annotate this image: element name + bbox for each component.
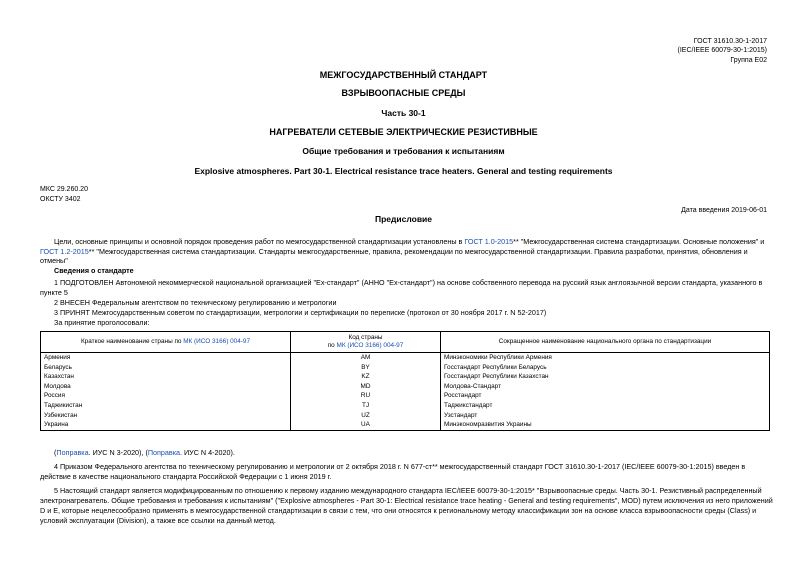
col-body-header: Сокращенное наименование национального органа по стандартизации [441, 332, 770, 353]
amendments-line: (Поправка. ИУС N 3-2020), (Поправка. ИУС N 4-2020). [54, 448, 235, 457]
table-row [41, 420, 770, 430]
gost-1-0-2015-link[interactable]: ГОСТ 1.0-2015 [464, 237, 514, 246]
p1-text-b: ** "Межгосударственная система стандартизации. Основные положения" и [513, 237, 765, 246]
table-row [41, 401, 770, 411]
col-code-header [291, 332, 441, 353]
col-country-label: Краткое наименование страны по [80, 338, 184, 345]
p1-text-a: Цели, основные принципы и основной порядок проведения работ по межгосударственной стандартизации установлены в [54, 237, 465, 246]
body-cell: Узстандарт [441, 411, 770, 421]
country-cell: Казахстан [41, 372, 291, 382]
foreword-paragraph-1-line3: отмены" [40, 256, 68, 266]
table-row [41, 363, 770, 373]
country-cell: Беларусь [41, 363, 291, 373]
body-cell: Минэкономразвития Украины [441, 420, 770, 430]
item-5-line1: 5 Настоящий стандарт является модифицированным по отношению к первому изданию международного стандарта IEC/IEEE 60079-30-1:2015* "Взрывоопасные среды. Часть 30-1. Резистивный распределенный [54, 486, 762, 495]
item-3: 3 ПРИНЯТ Межгосударственным советом по стандартизации, метрологии и сертификации по переписке (протокол от 30 ноября 2017 г. N 52-2017) [54, 308, 547, 317]
body-cell: Росстандарт [441, 391, 770, 401]
mk-iso-3166-link[interactable]: МК (ИСО 3166) 004-97 [183, 338, 251, 345]
col-code-label-prefix: по [327, 342, 337, 349]
doc-number: ГОСТ 31610.30-1-2017 [693, 38, 767, 45]
item-5-line2: электронагреватель. Общие требования и требования к испытаниям" ("Explosive atmospheres - Part 30-1: Electrical resistance trace heating - General and testing requirements", MOD) путем исключения из него приложений [40, 496, 773, 505]
voting-states-table [40, 331, 770, 431]
body-cell: Молдова-Стандарт [441, 382, 770, 392]
foreword-paragraph-1 [40, 237, 772, 247]
title-part: Часть 30-1 [381, 108, 426, 118]
amendment-link-2[interactable]: Поправка [147, 448, 181, 457]
table-row [41, 411, 770, 421]
foreword-heading: Предисловие [374, 214, 433, 224]
item-4-line1: 4 Приказом Федерального агентства по техническому регулированию и метрологии от 2 октября 2018 г. N 677-ст** межгосударственный стандарт ГОСТ 31610.30-1-2017 (IEC/IEEE 60079-30-1:2015) введен в [54, 462, 746, 471]
body-cell: Минэкономики Республики Армения [441, 353, 770, 363]
amendment-text-2: . ИУС N 4-2020). [180, 448, 235, 457]
country-cell: Украина [41, 420, 291, 430]
col-code-label: Код страны [348, 334, 383, 341]
table-row [41, 372, 770, 382]
gost-1-2-2015-link[interactable]: ГОСТ 1.2-2015 [40, 246, 89, 256]
country-cell: Молдова [41, 382, 291, 392]
table-header-row [41, 332, 770, 353]
table-row [41, 382, 770, 392]
iec-number: (IEC/IEEE 60079-30-1:2015) [677, 47, 767, 54]
body-cell: Госстандарт Республики Казахстан [441, 372, 770, 382]
amendment-link-1[interactable]: Поправка [56, 448, 89, 457]
foreword-paragraph-1-line2 [40, 247, 772, 257]
col-country-header [41, 332, 291, 353]
mks-code: МКС 29.260.20 [40, 186, 88, 193]
country-cell: Армения [41, 353, 291, 363]
standard-info-heading: Сведения о стандарте [54, 266, 134, 275]
title-requirements: Общие требования и требования к испытаниям [302, 146, 505, 156]
title-explosive-atmospheres: ВЗРЫВООПАСНЫЕ СРЕДЫ [341, 88, 466, 98]
country-cell: Таджикистан [41, 401, 291, 411]
code-cell: TJ [291, 401, 441, 411]
country-cell: Россия [41, 391, 291, 401]
item-5-line3: D и E, которые нецелесообразно применять в межгосударственной стандартизации в связи с тем, что они относятся к региональному методу классификации зон на основе класса взрывоопасности среды (Class) и [40, 506, 757, 515]
code-cell: MD [291, 382, 441, 392]
item-5-line4: условий эксплуатации (Division), а также все ссылки на данный метод. [40, 516, 276, 525]
title-heaters: НАГРЕВАТЕЛИ СЕТЕВЫЕ ЭЛЕКТРИЧЕСКИЕ РЕЗИСТИВНЫЕ [269, 127, 538, 137]
introduction-date: Дата введения 2019-06-01 [681, 207, 767, 214]
mk-iso-3166-link-2[interactable]: МК (ИСО 3166) 004-97 [336, 342, 404, 349]
code-cell: UZ [291, 411, 441, 421]
okstu-code: ОКСТУ 3402 [40, 196, 81, 203]
table-row [41, 391, 770, 401]
item-2: 2 ВНЕСЕН Федеральным агентством по техническому регулированию и метрологии [54, 298, 337, 307]
body-cell: Госстандарт Республики Беларусь [441, 363, 770, 373]
code-cell: RU [291, 391, 441, 401]
code-cell: AM [291, 353, 441, 363]
item-1-line2: пункте 5 [40, 288, 68, 297]
body-cell: Таджикстандарт [441, 401, 770, 411]
code-cell: BY [291, 363, 441, 373]
group-code: Группа Е02 [730, 57, 767, 64]
item-1-line1: 1 ПОДГОТОВЛЕН Автономной некоммерческой национальной организацией "Ех-стандарт" (АННО "Ех-стандарт") на основе собственного перевода на русский язык англоязычной версии стандарта, указанного в [54, 278, 763, 287]
code-cell: UA [291, 420, 441, 430]
code-cell: KZ [291, 372, 441, 382]
country-cell: Узбекистан [41, 411, 291, 421]
p1-text-c: ** "Межгосударственная система стандартизации. Стандарты межгосударственные, правила, рекомендации по межгосударственной стандартизации. Правила разработки, принятия, обновления и [88, 246, 748, 256]
title-english: Explosive atmospheres. Part 30-1. Electrical resistance trace heaters. General and testing requirements [194, 166, 613, 176]
table-row [41, 353, 770, 363]
amendment-text-1: . ИУС N 3-2020), ( [88, 448, 148, 457]
title-interstate-standard: МЕЖГОСУДАРСТВЕННЫЙ СТАНДАРТ [319, 70, 488, 80]
item-4-line2: действие в качестве национального стандарта Российской Федерации с 1 июня 2019 г. [40, 472, 332, 481]
voted-label: За принятие проголосовали: [54, 318, 150, 327]
